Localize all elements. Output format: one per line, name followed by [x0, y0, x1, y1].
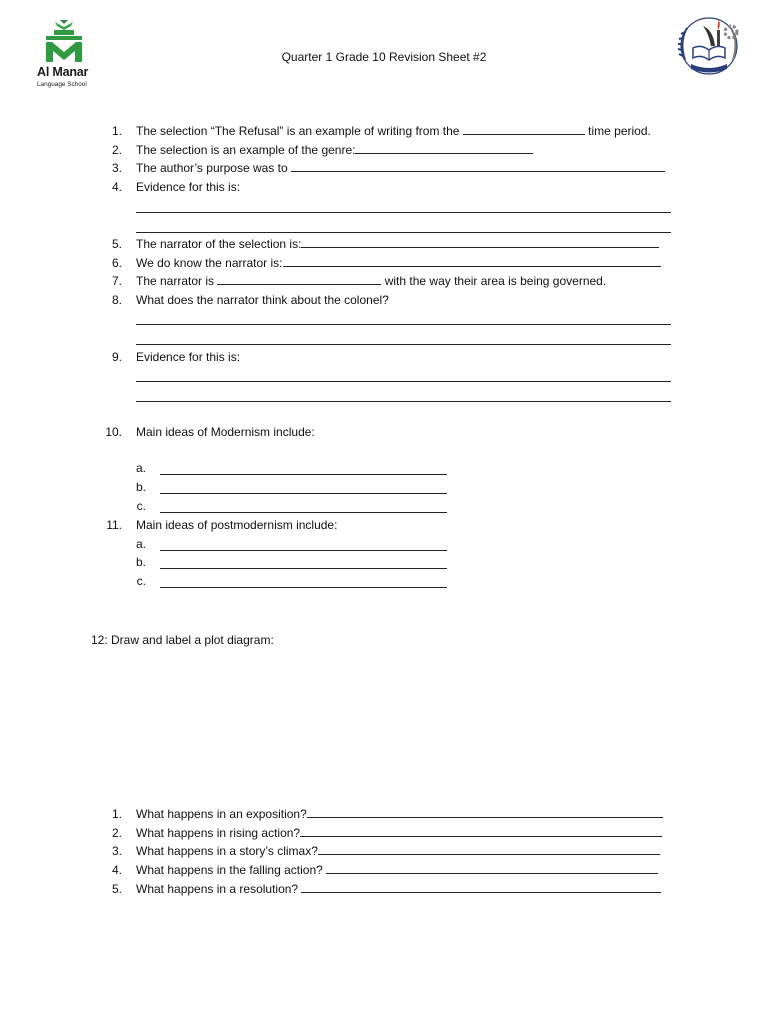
question-3: [136, 160, 665, 176]
question-text: Evidence for this is:: [136, 350, 241, 364]
page-title: Quarter 1 Grade 10 Revision Sheet #2: [281, 50, 487, 64]
question-7: [136, 273, 606, 289]
question-number: 5.: [111, 882, 122, 896]
question-text: What happens in an exposition?: [136, 807, 307, 821]
question-text: The selection “The Refusal” is an example of writing from the: [136, 124, 460, 138]
question-number: 1.: [111, 807, 122, 821]
question-text: Evidence for this is:: [136, 180, 241, 194]
answer-blank[interactable]: [301, 236, 659, 248]
answer-line[interactable]: [160, 568, 447, 569]
answer-line[interactable]: [136, 381, 671, 382]
question-text: What does the narrator think about the colonel?: [136, 293, 389, 307]
question-text: We do know the narrator is:: [136, 256, 283, 270]
question-text: Main ideas of postmodernism include:: [136, 518, 338, 532]
question-number: 11.: [106, 518, 122, 532]
list-letter: c.: [136, 574, 146, 588]
answer-blank[interactable]: [301, 881, 661, 893]
question-text: The narrator is: [136, 274, 215, 288]
answer-line[interactable]: [136, 212, 671, 213]
list-letter: a.: [135, 537, 146, 551]
question-9: [136, 349, 240, 365]
answer-blank[interactable]: [283, 255, 661, 267]
question-number: 2.: [111, 826, 122, 840]
plot-question-2: [136, 825, 662, 841]
plot-question-1: [136, 806, 663, 822]
question-text: The author’s purpose was to: [136, 161, 288, 175]
answer-line[interactable]: [160, 474, 447, 475]
answer-blank[interactable]: [300, 825, 662, 837]
school-name: Al Manar: [37, 65, 89, 79]
answer-line[interactable]: [136, 401, 671, 402]
question-5: [136, 236, 659, 252]
question-number: 5.: [111, 237, 122, 251]
answer-line[interactable]: [160, 493, 447, 494]
question-text: Main ideas of Modernism include:: [136, 425, 315, 439]
question-12: 12: Draw and label a plot diagram:: [91, 633, 274, 647]
question-text: What happens in a story’s climax?: [136, 844, 318, 858]
list-letter: a.: [135, 461, 146, 475]
answer-blank[interactable]: [355, 142, 533, 154]
list-letter: b.: [135, 555, 146, 569]
answer-line[interactable]: [160, 512, 447, 513]
list-letter: c.: [136, 499, 146, 513]
question-number: 1.: [111, 124, 122, 138]
question-4: [136, 179, 240, 195]
answer-line[interactable]: [160, 587, 447, 588]
department-seal-icon: [673, 12, 745, 84]
answer-blank[interactable]: [291, 160, 665, 172]
question-number: 7.: [111, 274, 122, 288]
answer-blank[interactable]: [318, 843, 660, 855]
question-number: 3.: [111, 844, 122, 858]
question-number: 2.: [111, 143, 122, 157]
question-11: [136, 517, 337, 533]
answer-blank[interactable]: [463, 123, 585, 135]
question-number: 3.: [111, 161, 122, 175]
question-text: The narrator of the selection is:: [136, 237, 302, 251]
plot-question-4: [136, 862, 658, 878]
answer-blank[interactable]: [307, 806, 663, 818]
question-number: 9.: [111, 350, 122, 364]
answer-blank[interactable]: [326, 862, 658, 874]
question-text-end: with the way their area is being governed.: [384, 274, 607, 288]
question-8: [136, 292, 389, 308]
answer-line[interactable]: [136, 232, 671, 233]
question-text-end: time period.: [588, 124, 651, 138]
question-text: What happens in rising action?: [136, 826, 301, 840]
question-1: [136, 123, 651, 139]
question-number: 10.: [105, 425, 122, 439]
question-text: What happens in the falling action?: [136, 863, 323, 877]
answer-line[interactable]: [160, 550, 447, 551]
question-number: 6.: [111, 256, 122, 270]
question-10: [136, 424, 315, 440]
answer-blank[interactable]: [217, 273, 381, 285]
department-logo: [673, 12, 745, 84]
question-number: 8.: [111, 293, 122, 307]
question-text: What happens in a resolution?: [136, 882, 299, 896]
plot-diagram-area[interactable]: [91, 652, 671, 792]
answer-line[interactable]: [136, 344, 671, 345]
school-subtitle: Language School: [37, 81, 87, 88]
question-number: 4.: [111, 180, 122, 194]
plot-question-3: [136, 843, 660, 859]
list-letter: b.: [135, 480, 146, 494]
question-2: [136, 142, 533, 158]
answer-line[interactable]: [136, 324, 671, 325]
question-text: The selection is an example of the genre:: [136, 143, 356, 157]
question-6: [136, 255, 661, 271]
plot-question-5: [136, 881, 661, 897]
question-number: 4.: [111, 863, 122, 877]
